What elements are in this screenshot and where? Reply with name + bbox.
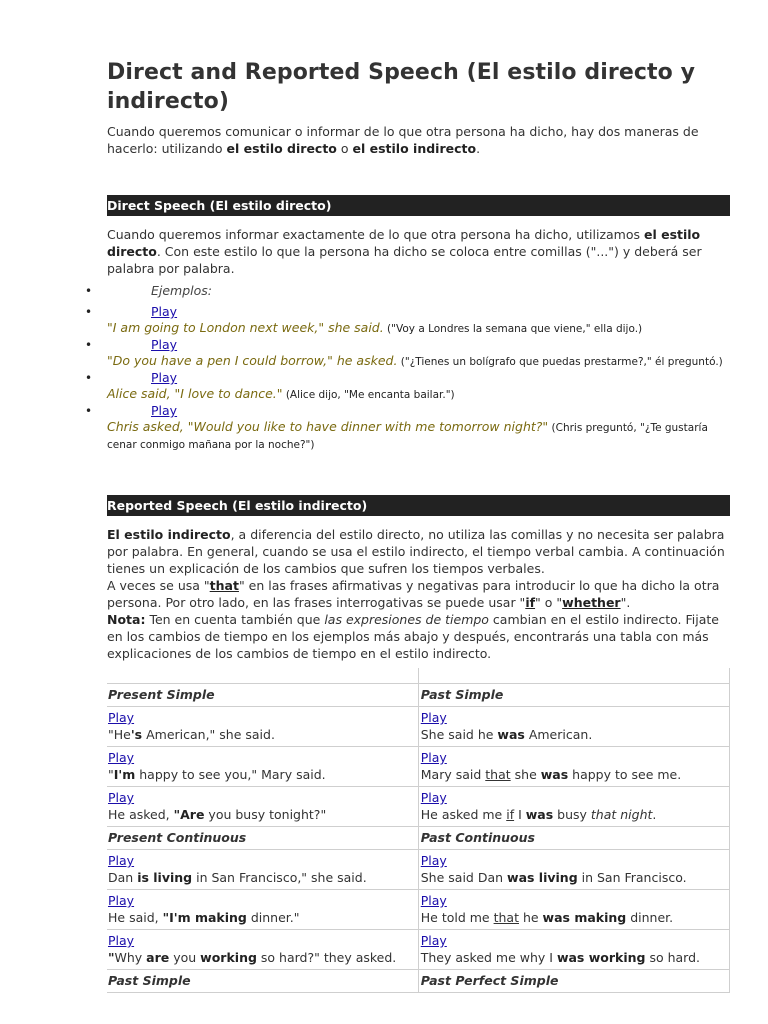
play-link[interactable]: Play — [108, 750, 135, 765]
table-row — [107, 827, 730, 850]
cell-text: "He — [108, 727, 131, 742]
cell-text: happy to see you," Mary said. — [135, 767, 326, 782]
example-spanish: ("¿Tienes un bolígrafo que puedas prestarme?," él preguntó.) — [397, 356, 723, 368]
table-cell — [107, 850, 418, 890]
keyword-that: that — [209, 578, 239, 593]
example-spanish: ("Voy a Londres la semana que viene," ella dijo.) — [383, 323, 643, 335]
reported-paragraph-2 — [107, 577, 730, 611]
cell-text: so hard?" they asked. — [256, 950, 397, 965]
cell-text: He asked, — [108, 807, 174, 822]
table-row — [107, 707, 730, 747]
play-link[interactable]: Play — [420, 750, 447, 765]
table-row — [107, 890, 730, 930]
list-item — [85, 370, 730, 403]
play-link[interactable]: Play — [108, 893, 135, 908]
cell-text: happy to see me. — [568, 767, 682, 782]
paragraph-italic: las expresiones de tiempo — [324, 612, 489, 627]
intro-paragraph — [107, 123, 730, 157]
play-link[interactable]: Play — [151, 337, 178, 352]
paragraph-bold: El estilo indirecto — [107, 527, 231, 542]
cell-bold: is living — [137, 870, 193, 885]
cell-text: . — [652, 807, 657, 822]
note-label: Nota: — [107, 612, 146, 627]
cell-text: Dan — [108, 870, 138, 885]
cell-text: American," she said. — [142, 727, 275, 742]
table-cell — [107, 787, 418, 827]
table-header-cell: Past Perfect Simple — [418, 970, 729, 993]
paragraph-text: cambian en el estilo indirecto. Fijate en los cambios de tiempo en los ejemplos más abajo y después, encontrarás una tabla con más explicaciones de los cambios de tiempo en el estilo indirecto. — [107, 612, 719, 661]
reported-note — [107, 611, 730, 662]
section-heading-text: Reported Speech (El estilo indirecto) — [107, 498, 368, 513]
table-cell — [418, 707, 729, 747]
cell-text: I — [514, 807, 526, 822]
example-spanish: (Alice dijo, "Me encanta bailar.") — [282, 389, 455, 401]
example-english: "I am going to London next week," she said. — [107, 320, 384, 335]
reported-speech-section — [107, 495, 730, 993]
cell-bold: I'm — [113, 767, 136, 782]
intro-text: o — [336, 141, 353, 156]
cell-bold: working — [200, 950, 257, 965]
cell-bold: " — [108, 950, 115, 965]
cell-bold: was living — [507, 870, 578, 885]
table-row — [107, 970, 730, 993]
cell-text: She said Dan — [420, 870, 508, 885]
paragraph-text: . Con este estilo lo que la persona ha dicho se coloca entre comillas ("...") y deberá ser palabra por palabra. — [107, 244, 702, 276]
paragraph-text: Ten en cuenta también que — [145, 612, 325, 627]
table-cell — [418, 747, 729, 787]
paragraph-text: ". — [620, 595, 631, 610]
cell-bold: was — [497, 727, 525, 742]
example-english: Alice said, "I love to dance." — [107, 386, 283, 401]
example-english: "Do you have a pen I could borrow," he asked. — [107, 353, 398, 368]
direct-speech-heading — [107, 195, 730, 216]
table-header-cell: Present Continuous — [107, 827, 418, 850]
cell-text: busy — [553, 807, 591, 822]
table-header-cell: Present Simple — [107, 684, 418, 707]
table-row — [107, 930, 730, 970]
bullet-icon: • — [85, 338, 93, 352]
play-link[interactable]: Play — [420, 893, 447, 908]
reported-paragraph-1 — [107, 526, 730, 577]
reported-speech-heading — [107, 495, 730, 516]
cell-text: in San Francisco," she said. — [192, 870, 367, 885]
cell-italic: that night — [590, 807, 653, 822]
example-spanish: (Chris preguntó, "¿Te gustaría cenar conmigo mañana por la noche?") — [107, 422, 708, 451]
play-link[interactable]: Play — [151, 370, 178, 385]
cell-text: He asked me — [420, 807, 507, 822]
paragraph-text: , a diferencia del estilo directo, no utiliza las comillas y no necesita ser palabra por palabra. En general, cuando se usa el estilo indirecto, el tiempo verbal cambia. A continuación tienes un explicación de los cambios que sufren los tiempos verbales. — [107, 527, 725, 576]
cell-underline: that — [493, 910, 519, 925]
paragraph-text: A veces se usa " — [107, 578, 210, 593]
cell-bold: are — [146, 950, 170, 965]
cell-text: he — [518, 910, 543, 925]
cell-text: Why — [114, 950, 147, 965]
cell-bold: was — [525, 807, 554, 822]
intro-text: . — [476, 141, 481, 156]
cell-bold: was working — [556, 950, 646, 965]
examples-list — [85, 283, 730, 453]
cell-bold: "I'm making — [162, 910, 247, 925]
intro-bold-indirect: el estilo indirecto — [352, 141, 477, 156]
cell-bold: "Are — [173, 807, 205, 822]
cell-text: He told me — [420, 910, 494, 925]
table-row — [107, 787, 730, 827]
example-english: Chris asked, "Would you like to have dinner with me tomorrow night?" — [107, 419, 549, 434]
list-item — [85, 283, 730, 299]
table-cell — [418, 890, 729, 930]
tense-table — [107, 668, 730, 993]
cell-text: she — [510, 767, 541, 782]
bullet-icon: • — [85, 404, 93, 418]
table-cell — [418, 850, 729, 890]
play-link[interactable]: Play — [420, 710, 447, 725]
paragraph-text: Cuando queremos informar exactamente de lo que otra persona ha dicho, utilizamos — [107, 227, 644, 242]
table-header-cell: Past Simple — [107, 970, 418, 993]
cell-text: " — [108, 767, 114, 782]
cell-text: She said he — [420, 727, 498, 742]
intro-text: Cuando queremos comunicar o informar de lo que otra persona ha dicho, hay dos maneras de hacerlo: utilizando — [107, 124, 699, 156]
cell-text: so hard. — [645, 950, 701, 965]
table-cell — [107, 707, 418, 747]
table-cell — [107, 930, 418, 970]
cell-text: dinner." — [246, 910, 300, 925]
table-cell — [107, 747, 418, 787]
table-header-cell: Past Continuous — [418, 827, 729, 850]
cell-text: American. — [524, 727, 593, 742]
keyword-whether: whether — [562, 595, 621, 610]
bullet-icon: • — [85, 305, 93, 319]
table-cell — [107, 890, 418, 930]
paragraph-text: " en las frases afirmativas y negativas para introducir lo que ha dicho la otra persona. Por otro lado, en las frases interrogativas se puede usar " — [107, 578, 720, 610]
cell-text: dinner. — [626, 910, 674, 925]
play-link[interactable]: Play — [151, 304, 178, 319]
play-link[interactable]: Play — [151, 403, 178, 418]
cell-text: He said, — [108, 910, 163, 925]
table-header-cell: Past Simple — [418, 684, 729, 707]
cell-text: you busy tonight?" — [204, 807, 327, 822]
list-item — [85, 337, 730, 370]
intro-bold-direct: el estilo directo — [226, 141, 337, 156]
section-heading-text: Direct Speech (El estilo directo) — [107, 198, 332, 213]
list-item — [85, 403, 730, 453]
document-page — [85, 58, 730, 993]
table-row — [107, 668, 730, 684]
paragraph-text: " o " — [535, 595, 563, 610]
paragraph-bold: el estilo directo — [107, 227, 701, 259]
bullet-icon: • — [85, 371, 93, 385]
cell-underline: if — [506, 807, 515, 822]
cell-text: you — [169, 950, 201, 965]
table-row — [107, 850, 730, 890]
list-item — [85, 304, 730, 337]
table-row — [107, 684, 730, 707]
table-cell — [418, 787, 729, 827]
play-link[interactable]: Play — [420, 853, 447, 868]
table-cell — [107, 668, 418, 684]
play-link[interactable]: Play — [108, 853, 135, 868]
table-cell — [418, 668, 729, 684]
play-link[interactable]: Play — [420, 790, 447, 805]
direct-speech-paragraph — [107, 226, 730, 277]
cell-underline: that — [485, 767, 511, 782]
play-link[interactable]: Play — [420, 933, 447, 948]
table-row — [107, 747, 730, 787]
cell-bold: was — [540, 767, 569, 782]
cell-text: in San Francisco. — [577, 870, 687, 885]
play-link[interactable]: Play — [108, 933, 135, 948]
table-cell — [418, 930, 729, 970]
bullet-icon: • — [85, 284, 93, 298]
page-title: Direct and Reported Speech (El estilo directo y indirecto) — [107, 60, 696, 114]
keyword-if: if — [525, 595, 536, 610]
play-link[interactable]: Play — [108, 790, 135, 805]
examples-label: Ejemplos: — [151, 283, 213, 298]
cell-bold: 's — [130, 727, 143, 742]
play-link[interactable]: Play — [108, 710, 135, 725]
cell-text: Mary said — [420, 767, 486, 782]
cell-text: They asked me why I — [420, 950, 557, 965]
cell-bold: was making — [542, 910, 627, 925]
